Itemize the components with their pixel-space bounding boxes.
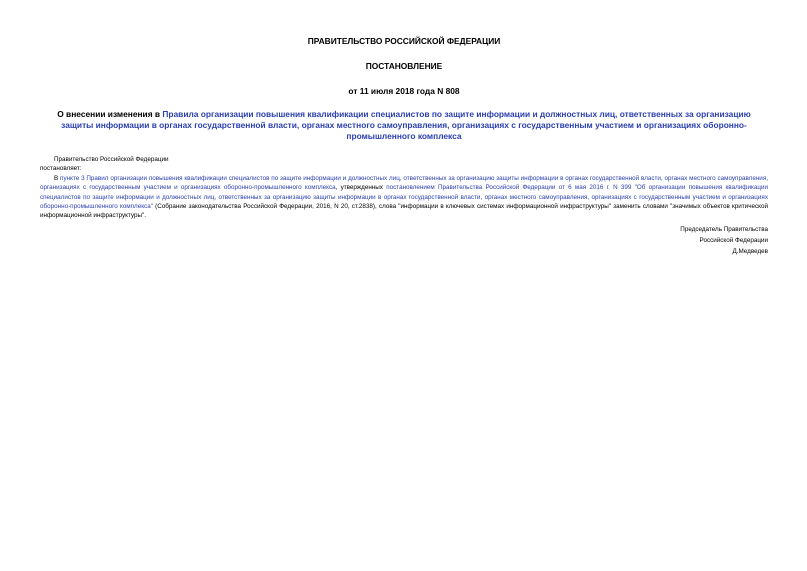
signature-position-line-1: Председатель Правительства [680, 225, 768, 233]
document-title [40, 109, 768, 142]
document-page [40, 32, 768, 257]
document-body [40, 155, 768, 221]
paragraph-rules-link[interactable]: пункте 3 Правил организации повышения квалификации специалистов по защите информации и должностных лиц, ответственных за организацию защиты информации в органах государственной власти, органах местного самоуправления, организациях с государственным участием и организациях оборонно-промышленного комплекса [40, 174, 768, 192]
paragraph-decree-link[interactable]: постановлением Правительства Российской Федерации от 6 мая 2016 г. N 399 "Об организации повышения квалификации специалистов по защите информации и должностных лиц, ответственных за организацию защиты информации в органах государственной власти, органах местного самоуправления, организациях с государственным участием и организациях оборонно-промышленного комплекса" [40, 184, 769, 211]
decrees-line: постановляет: [40, 165, 82, 173]
paragraph-text-1: В [54, 174, 61, 182]
date-number-heading: от 11 июля 2018 года N 808 [348, 86, 460, 96]
title-rules-link[interactable]: Правила организации повышения квалификации специалистов по защите информации и должностных лиц, ответственных за организацию защиты информации в органах государственной власти, органах местного самоуправления, организациях с государственным участием и организациях оборонно-промышленного комплекса [61, 109, 751, 141]
paragraph-text-2: , утвержденных [335, 184, 387, 192]
government-heading: ПРАВИТЕЛЬСТВО РОССИЙСКОЙ ФЕДЕРАЦИИ [307, 36, 501, 46]
document-type-heading: ПОСТАНОВЛЕНИЕ [365, 61, 443, 71]
main-paragraph [40, 174, 768, 221]
signature-name: Д.Медведев [732, 247, 768, 255]
issuer-line: Правительство Российской Федерации [54, 156, 169, 163]
title-prefix: О внесении изменения в [57, 109, 163, 119]
signature-position-line-2: Российской Федерации [699, 236, 768, 244]
paragraph-text-3: (Собрание законодательства Российской Федерации, 2016, N 20, ст.2838), слова "информации в ключевых системах информационной инфраструктуры" заменить словами "значимых объектов критической информационной инфраструктуры". [40, 203, 768, 220]
signature-block [40, 224, 768, 257]
